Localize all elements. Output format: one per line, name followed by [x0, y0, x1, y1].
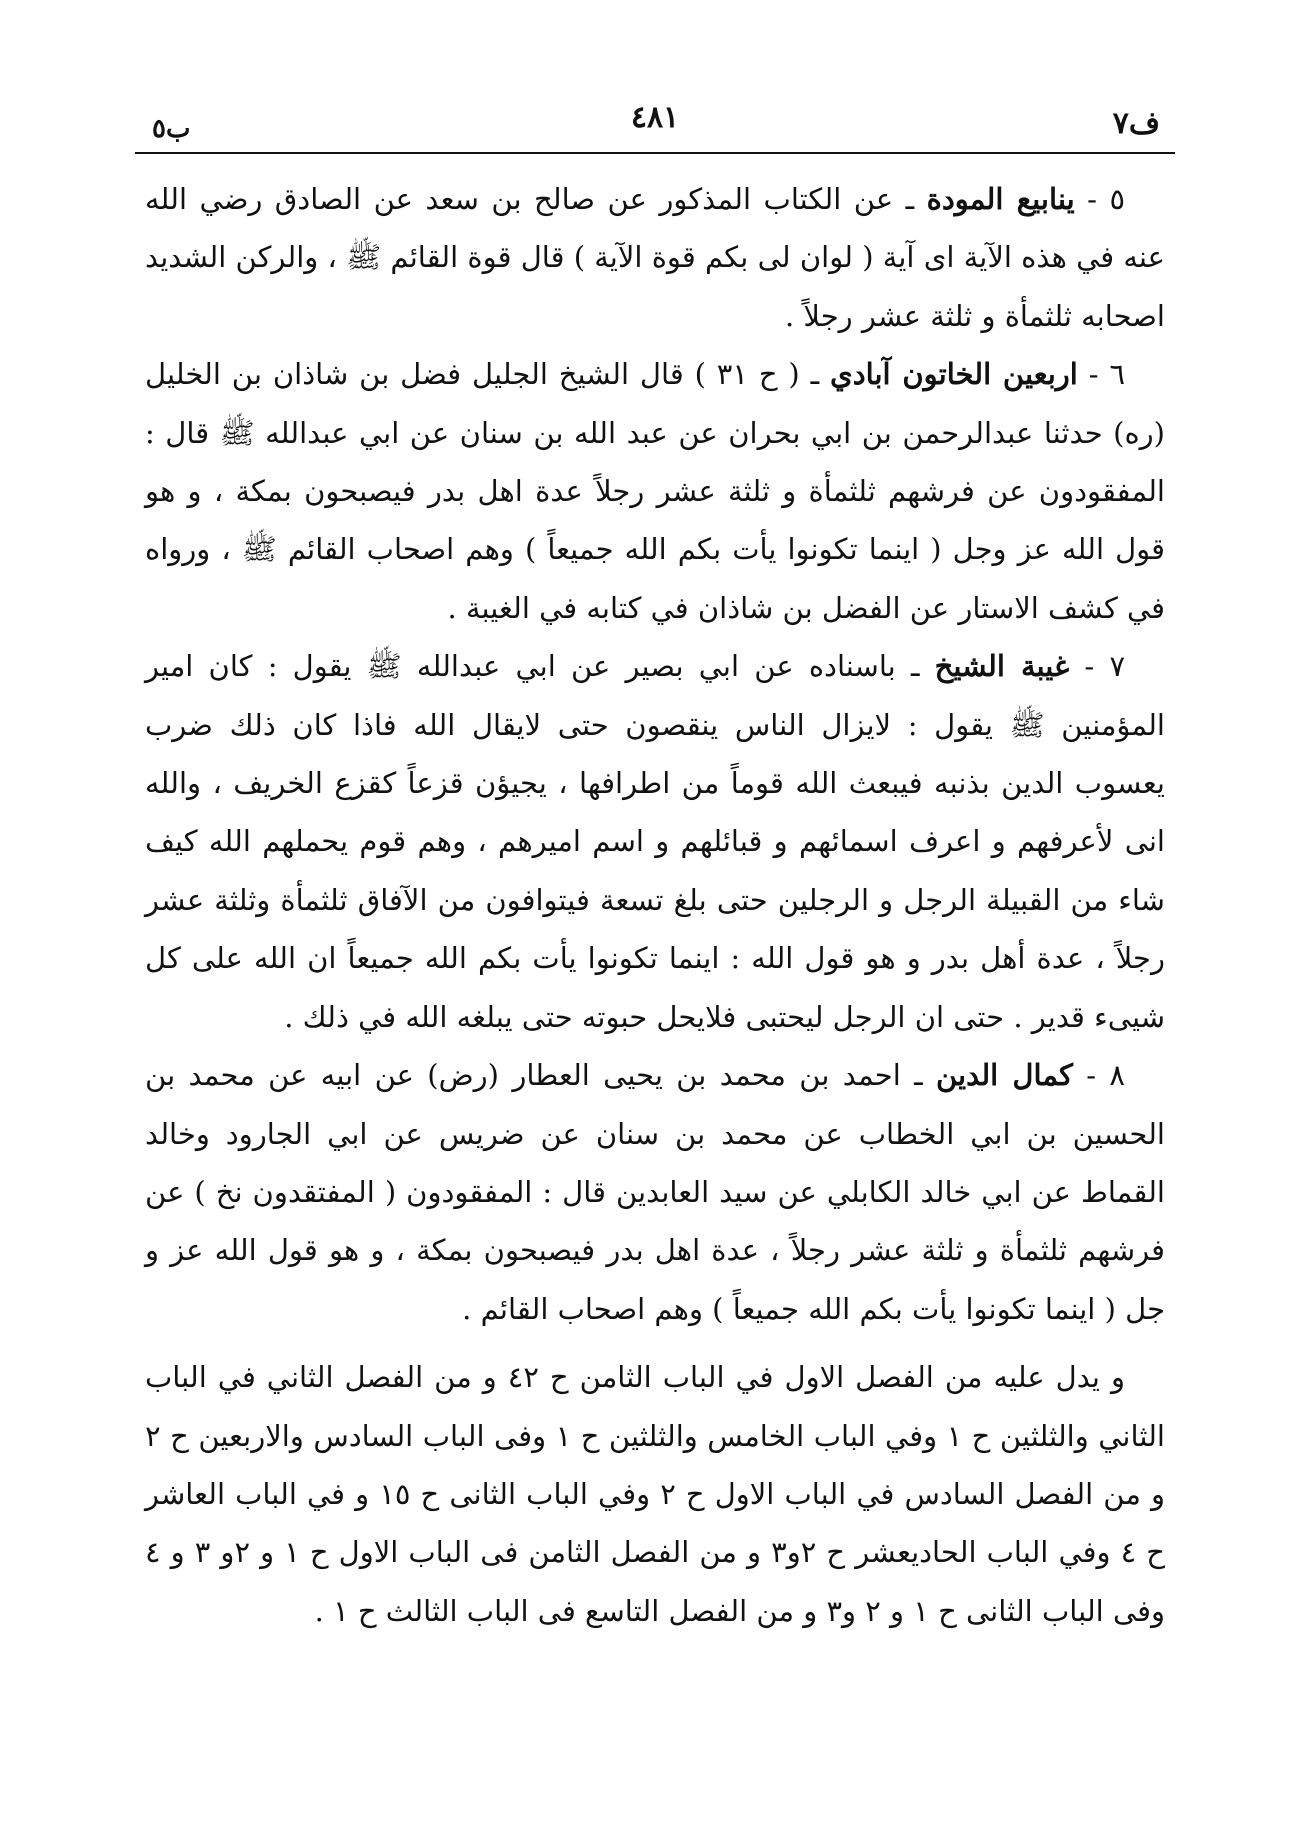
- entry-source: ينابيع المودة: [926, 182, 1075, 216]
- chapter-marker: ف٧: [1112, 106, 1160, 141]
- entry-5: [145, 170, 1165, 345]
- entry-6: [145, 345, 1165, 637]
- entry-7: [145, 637, 1165, 1046]
- entry-number: ٥ -: [1087, 182, 1126, 216]
- entry-text: ـ ( ح ٣١ ) قال الشيخ الجليل فضل بن شاذان بن الخليل (ره) حدثنا عبدالرحمن بن ابي بحران عن عبد الله بن سنان عن ابي عبدالله ﷺ قال : المفقودون عن فرشهم ثلثمأة و ثلثة عشر رجلاً عدة اهل بدر فيصبحون بمكة ، و هو قول الله عز وجل ( اينما تكونوا يأت بكم الله جميعاً ) وهم اصحاب القائم ﷺ ، ورواه في كشف الاستار عن الفضل بن شاذان في كتابه في الغيبة .: [145, 357, 1165, 625]
- entry-text: ـ باسناده عن ابي بصير عن ابي عبدالله ﷺ يقول : كان امير المؤمنين ﷺ يقول : لايزال الناس ينقصون حتى لايقال الله فاذا كان ذلك ضرب يعسوب الدين بذنبه فيبعث الله قوماً من اطرافها ، يجيؤن قزعاً كقزع الخريف ، والله انى لأعرفهم و اعرف اسمائهم و قبائلهم و اسم اميرهم ، وهم قوم يحملهم الله كيف شاء من القبيلة الرجل و الرجلين حتى بلغ تسعة فيتوافون من الآفاق ثلثمأة وثلثة عشر رجلاً ، عدة أهل بدر و هو قول الله : اينما تكونوا يأت بكم الله جميعاً ان الله على كل شيىء قدير . حتى ان الرجل ليحتبى فلايحل حبوته حتى يبلغه الله في ذلك .: [145, 649, 1165, 1034]
- page-header: [140, 100, 1170, 150]
- entry-text: ـ احمد بن محمد بن يحيى العطار (رض) عن ابيه عن محمد بن الحسين بن ابي الخطاب عن محمد بن سنان عن ضريس عن ابي الجارود وخالد القماط عن ابي خالد الكابلي عن سيد العابدين قال : المفقودون ( المفتقدون نخ ) عن فرشهم ثلثمأة و ثلثة عشر رجلاً ، عدة اهل بدر فيصبحون بمكة ، و هو قول الله عز و جل ( اينما تكونوا يأت بكم الله جميعاً ) وهم اصحاب القائم .: [145, 1058, 1165, 1326]
- entry-number: ٦ -: [1088, 357, 1126, 392]
- entry-number: ٧ -: [1084, 649, 1126, 684]
- entry-source: غيبة الشيخ: [934, 649, 1070, 684]
- section-marker: ب٥: [152, 114, 191, 144]
- entry-number: ٨ -: [1086, 1058, 1125, 1093]
- entry-source: كمال الدين: [935, 1058, 1073, 1093]
- entry-source: اربعين الخاتون آبادي: [830, 357, 1078, 392]
- entry-text: ـ عن الكتاب المذكور عن صالح بن سعد عن الصادق رضي الله عنه في هذه الآية اى آية ( لوان لى بكم قوة الآية ) قال قوة القائم ﷺ ، والركن الشديد اصحابه ثلثمأة و ثلثة عشر رجلاً .: [145, 182, 1165, 333]
- entry-8: [145, 1046, 1165, 1338]
- page-number: ٤٨١: [630, 100, 680, 135]
- page-body: [145, 170, 1165, 1640]
- header-rule: [135, 152, 1175, 154]
- closing-paragraph: و يدل عليه من الفصل الاول في الباب الثامن ح ٤٢ و من الفصل الثاني في الباب الثاني والثلثين ح ١ وفي الباب الخامس والثلثين ح ١ وفى الباب السادس والاربعين ح ٢ و من الفصل السادس في الباب الاول ح ٢ وفي الباب الثانى ح ١٥ و في الباب العاشر ح ٤ وفي الباب الحاديعشر ح ٢و٣ و من الفصل الثامن فى الباب الاول ح ١ و ٢و ٣ و ٤ وفى الباب الثانى ح ١ و ٢ و٣ و من الفصل التاسع فى الباب الثالث ح ١ .: [145, 1360, 1165, 1628]
